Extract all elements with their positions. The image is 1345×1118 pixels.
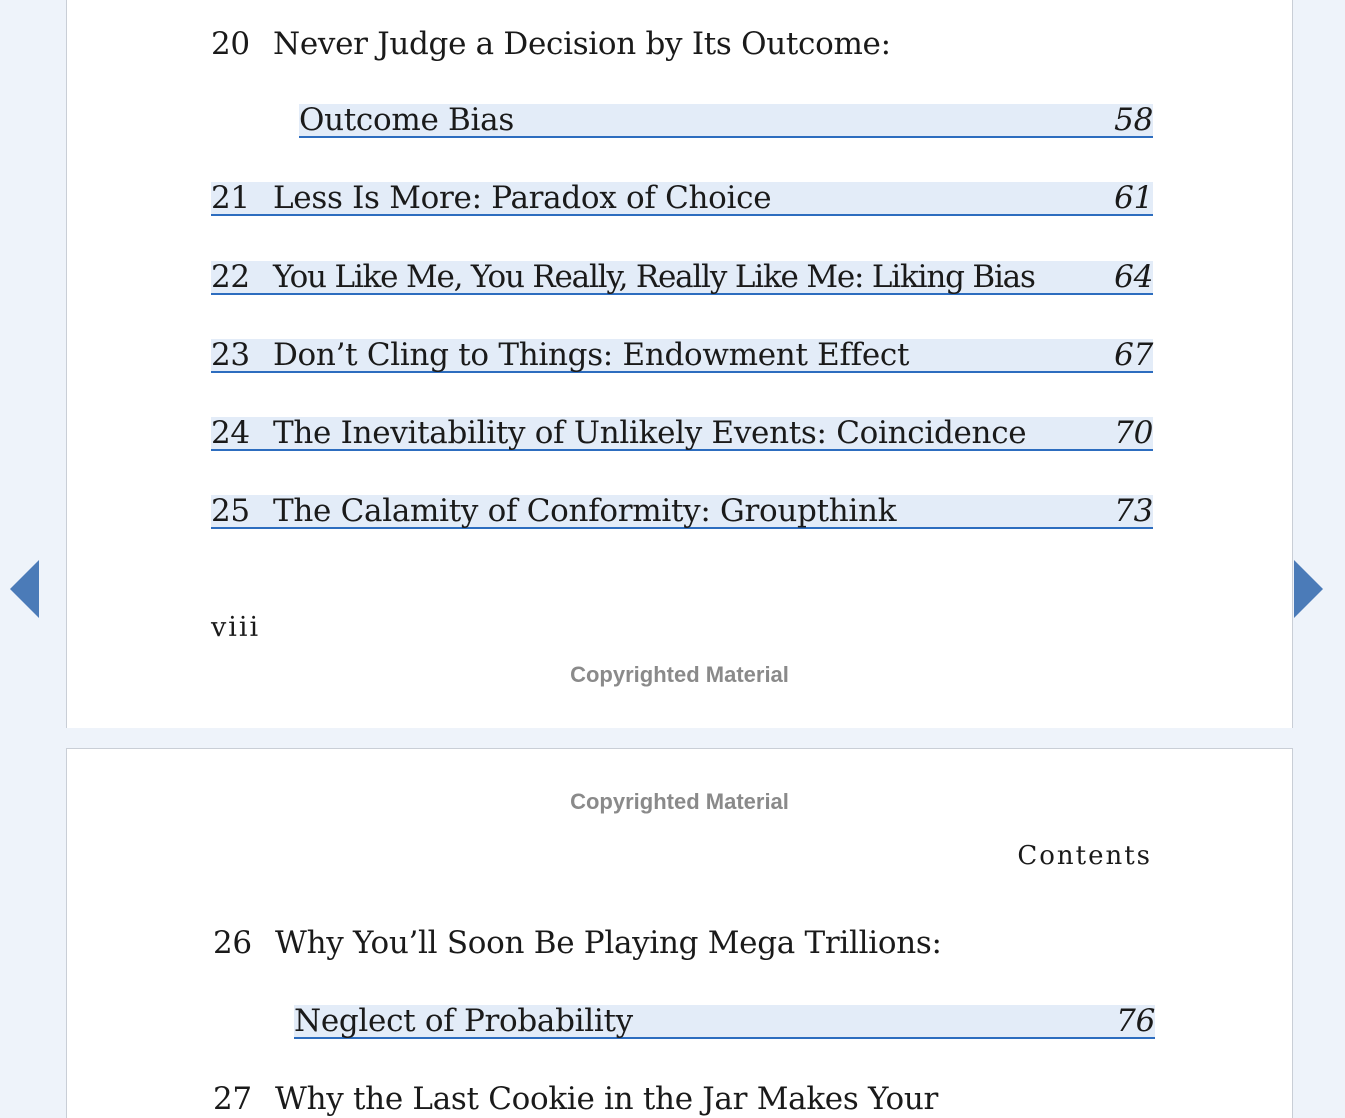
toc-entry-27	[213, 1083, 1113, 1115]
page-number: 76	[1116, 1003, 1155, 1039]
chapter-number: 26	[213, 925, 252, 961]
page-number: 58	[1114, 102, 1153, 138]
page-number: 73	[1114, 493, 1153, 529]
chapter-number: 20	[211, 26, 250, 62]
book-page-ix	[66, 748, 1293, 1118]
chapter-title: Never Judge a Decision by Its Outcome:	[273, 26, 891, 62]
running-head: Contents	[1017, 841, 1152, 871]
chapter-title: Outcome Bias	[299, 102, 514, 138]
chapter-number: 24	[211, 415, 250, 451]
triangle-right-icon[interactable]	[1294, 560, 1323, 618]
chapter-title: Why You’ll Soon Be Playing Mega Trillions:	[275, 925, 942, 961]
chapter-number: 23	[211, 337, 250, 373]
chapter-title: You Like Me, You Really, Really Like Me: Liking Bias	[273, 259, 1035, 295]
book-page-viii	[66, 0, 1293, 728]
toc-entry-20	[211, 28, 1071, 60]
toc-link-23[interactable]	[211, 339, 1153, 373]
triangle-left-icon[interactable]	[10, 560, 39, 618]
chapter-title: Less Is More: Paradox of Choice	[273, 180, 772, 216]
chapter-number: 27	[213, 1081, 252, 1117]
copyright-notice: Copyrighted Material	[570, 789, 789, 814]
chapter-number: 25	[211, 493, 250, 529]
chapter-title: Why the Last Cookie in the Jar Makes Your	[275, 1081, 939, 1117]
toc-link-24[interactable]	[211, 417, 1153, 451]
page-number: 70	[1114, 415, 1153, 451]
toc-entry-26	[213, 927, 1113, 959]
page-number: 64	[1114, 259, 1153, 295]
chapter-title: Don’t Cling to Things: Endowment Effect	[273, 337, 910, 373]
toc-link-25[interactable]	[211, 495, 1153, 529]
chapter-title: Neglect of Probability	[294, 1003, 633, 1039]
page-number: 67	[1114, 337, 1153, 373]
copyright-notice: Copyrighted Material	[570, 662, 789, 687]
chapter-number: 22	[211, 259, 250, 295]
toc-link-20[interactable]	[299, 104, 1153, 138]
toc-link-22[interactable]	[211, 261, 1153, 295]
toc-link-26[interactable]	[294, 1005, 1155, 1039]
chapter-title: The Calamity of Conformity: Groupthink	[273, 493, 897, 529]
page-number: 61	[1114, 180, 1153, 216]
chapter-number: 21	[211, 180, 250, 216]
page-folio: viii	[211, 612, 261, 643]
toc-link-21[interactable]	[211, 182, 1153, 216]
chapter-title: The Inevitability of Unlikely Events: Coincidence	[273, 415, 1027, 451]
